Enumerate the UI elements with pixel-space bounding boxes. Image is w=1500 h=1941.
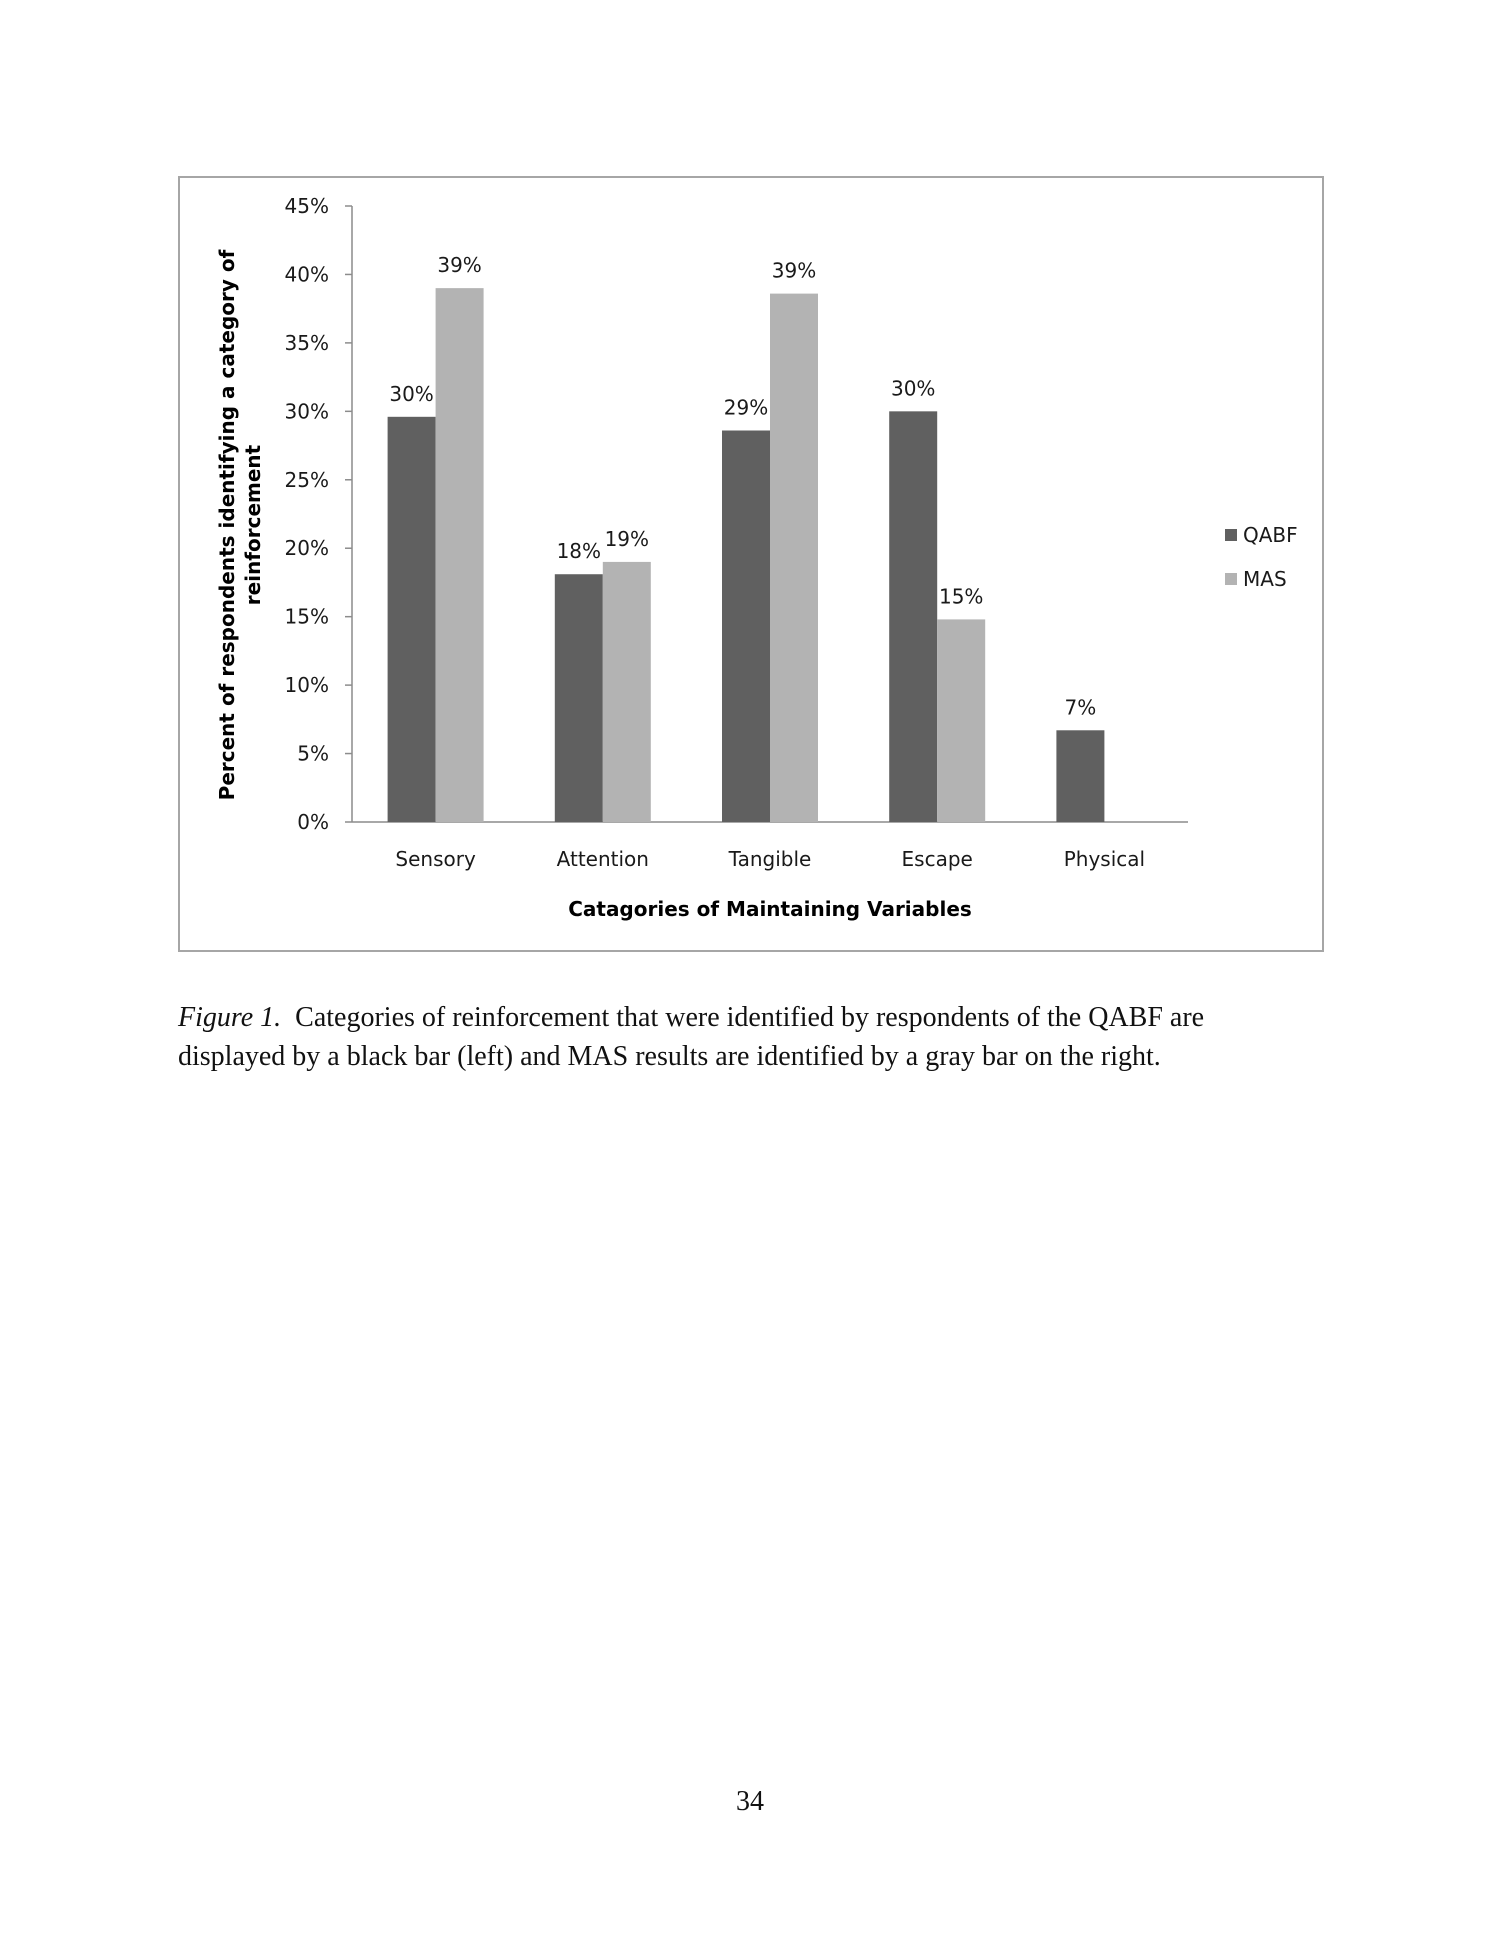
data-label-qabf: 7% xyxy=(1064,695,1097,720)
data-label-qabf: 18% xyxy=(556,539,602,564)
legend-swatch-mas xyxy=(1225,573,1237,585)
legend xyxy=(1225,523,1298,591)
caption-line-2: displayed by a black bar (left) and MAS results are identified by a gray bar on the right. xyxy=(178,1041,1161,1072)
y-tick-label: 25% xyxy=(284,467,329,492)
bar-qabf xyxy=(722,430,770,822)
y-tick-label: 35% xyxy=(284,330,329,355)
x-category-label: Tangible xyxy=(728,847,812,871)
bar-qabf xyxy=(388,417,436,822)
bar-qabf xyxy=(555,574,603,822)
caption-line-1 xyxy=(178,998,1328,1037)
y-tick-label: 10% xyxy=(284,673,329,698)
figure-caption xyxy=(178,998,1328,1076)
data-label-mas: 19% xyxy=(604,526,650,551)
legend-label-qabf: QABF xyxy=(1243,523,1298,547)
data-label-mas: 15% xyxy=(938,584,984,609)
plot-area xyxy=(285,194,1188,871)
y-tick-label: 0% xyxy=(297,810,329,834)
x-category-label: Escape xyxy=(901,847,973,871)
y-tick-label: 40% xyxy=(284,262,329,287)
x-category-label: Sensory xyxy=(395,847,476,871)
data-label-mas: 39% xyxy=(771,258,817,283)
bar-mas xyxy=(937,619,985,822)
x-axis-title: Catagories of Maintaining Variables xyxy=(568,897,972,921)
chart-frame xyxy=(178,176,1324,952)
legend-label-mas: MAS xyxy=(1243,567,1287,591)
y-axis-title xyxy=(215,249,265,800)
data-label-qabf: 30% xyxy=(890,376,936,401)
bar-qabf xyxy=(1056,730,1104,822)
bar-mas xyxy=(603,562,651,822)
y-axis-title-line-2: reinforcement xyxy=(241,444,265,606)
page-number: 34 xyxy=(736,1786,764,1817)
y-axis-title-line-1: Percent of respondents identifying a category of xyxy=(215,249,239,801)
caption-text-1: Categories of reinforcement that were identified by respondents of the QABF are xyxy=(295,1002,1205,1033)
y-tick-label: 5% xyxy=(297,741,329,766)
bar-qabf xyxy=(889,411,937,822)
y-tick-label: 30% xyxy=(284,399,329,424)
y-tick-label: 15% xyxy=(284,604,329,629)
bar-chart xyxy=(180,178,1322,950)
y-tick-label: 45% xyxy=(284,194,329,218)
data-label-qabf: 30% xyxy=(389,381,434,406)
bar-mas xyxy=(436,288,484,822)
bar-mas xyxy=(770,294,818,822)
x-category-label: Physical xyxy=(1063,847,1146,871)
data-label-qabf: 29% xyxy=(723,395,769,420)
y-tick-label: 20% xyxy=(284,536,329,561)
legend-swatch-qabf xyxy=(1225,529,1237,541)
x-category-label: Attention xyxy=(556,847,649,871)
caption-label: Figure 1. xyxy=(178,1002,282,1033)
data-label-mas: 39% xyxy=(437,253,482,278)
